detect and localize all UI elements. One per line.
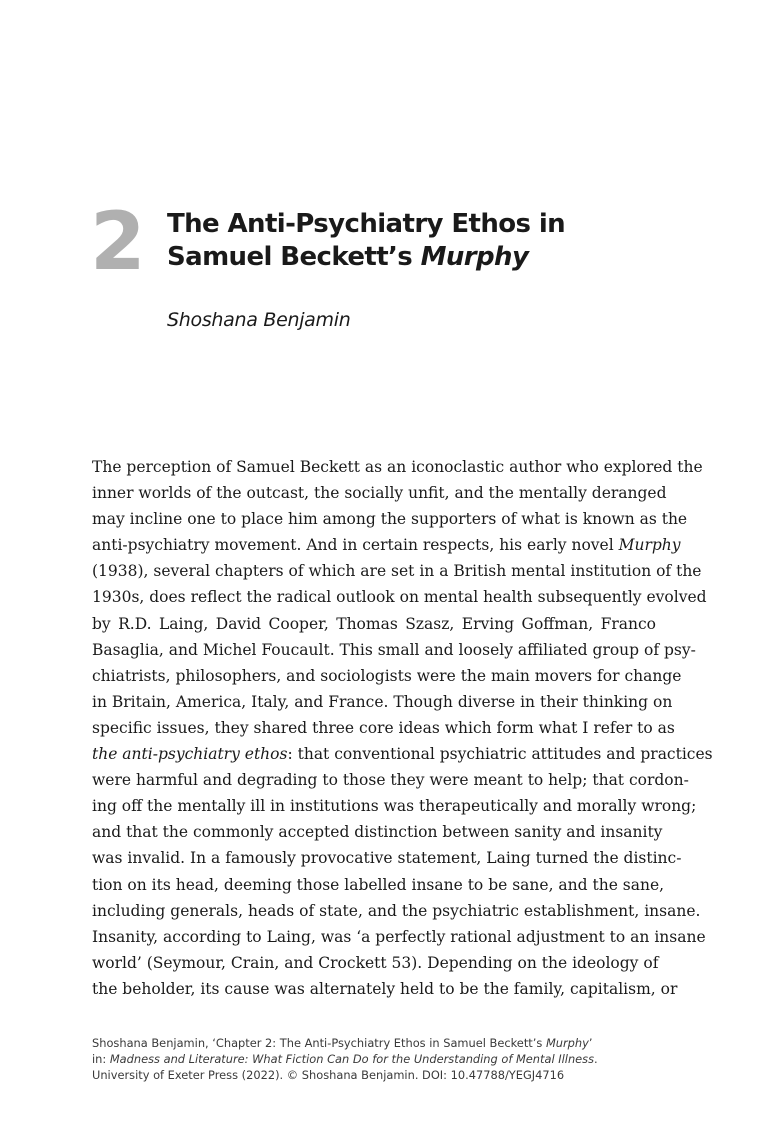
- chapter-author: Shoshana Benjamin: [167, 309, 351, 331]
- body-line: [92, 532, 681, 558]
- body-line: [92, 793, 697, 819]
- body-line: [92, 663, 682, 689]
- body-line: [92, 898, 701, 924]
- body-text-run: may incline one to place him among the supporters of what is known as the: [92, 510, 688, 529]
- citation-l2-italic: Madness and Literature: What Fiction Can Do for the Understanding of Mental Illness: [109, 1052, 595, 1066]
- citation-l1-italic: Murphy: [545, 1036, 589, 1050]
- body-text-run: world’ (Seymour, Crain, and Crockett 53). Depending on the ideology of: [92, 953, 659, 972]
- chapter-title-line-1: The Anti-Psychiatry Ethos in: [167, 209, 566, 239]
- body-italic-text: Murphy: [618, 536, 681, 555]
- body-text-run: The perception of Samuel Beckett as an iconoclastic author who explored the: [92, 458, 703, 476]
- citation-l2-post: .: [594, 1052, 598, 1066]
- citation-line-2: [92, 1051, 672, 1067]
- body-line: [92, 924, 706, 950]
- body-text-run: chiatrists, philosophers, and sociologists were the main movers for change: [92, 666, 682, 685]
- citation-l1-post: ’: [588, 1036, 593, 1050]
- body-text-run: Basaglia, and Michel Foucault. This small and loosely affiliated group of psy-: [92, 640, 696, 659]
- body-line: [92, 976, 678, 1002]
- body-paragraph: [92, 454, 713, 1002]
- chapter-title-italic: Murphy: [420, 242, 529, 272]
- body-line: [92, 819, 663, 845]
- body-text-run: ing off the mentally ill in institutions was therapeutically and morally wrong;: [92, 797, 697, 816]
- body-text-run: inner worlds of the outcast, the socially unfit, and the mentally deranged: [92, 484, 667, 503]
- body-text-run: by R.D. Laing, David Cooper, Thomas Szasz, Erving Goffman, Franco: [92, 614, 656, 633]
- body-line: [92, 950, 659, 976]
- citation-footer: [92, 1035, 672, 1083]
- body-line: [92, 845, 682, 871]
- body-text-run: specific issues, they shared three core ideas which form what I refer to as: [92, 718, 675, 737]
- citation-l2-pre: in:: [92, 1052, 110, 1066]
- body-line: [92, 506, 688, 532]
- body-line: [92, 689, 673, 715]
- body-text-run: were harmful and degrading to those they were meant to help; that cordon-: [92, 771, 689, 790]
- body-line: [92, 872, 665, 898]
- body-text-run: anti-psychiatry movement. And in certain respects, his early novel: [92, 536, 619, 555]
- citation-line-3: [92, 1067, 672, 1083]
- citation-line-1: [92, 1035, 672, 1051]
- body-text-run: : that conventional psychiatric attitudes and practices: [287, 745, 713, 764]
- citation-l3: University of Exeter Press (2022). © Shoshana Benjamin. DOI: 10.47788/YEGJ4716: [92, 1068, 565, 1082]
- citation-l1-pre: Shoshana Benjamin, ‘Chapter 2: The Anti-Psychiatry Ethos in Samuel Beckett’s: [92, 1036, 546, 1050]
- body-text-run: the beholder, its cause was alternately held to be the family, capitalism, or: [92, 979, 678, 998]
- body-italic-text: the anti-psychiatry ethos: [92, 745, 288, 764]
- chapter-title-prefix: Samuel Beckett’s: [167, 242, 421, 272]
- body-line: [92, 611, 656, 637]
- body-text-run: was invalid. In a famously provocative statement, Laing turned the distinc-: [92, 849, 682, 868]
- chapter-title: [167, 208, 687, 274]
- body-line: [92, 480, 667, 506]
- body-text-run: 1930s, does reflect the radical outlook on mental health subsequently evolved: [92, 588, 707, 607]
- body-line: [92, 558, 702, 584]
- body-line: [92, 454, 703, 480]
- body-line: [92, 741, 713, 767]
- body-text-run: Insanity, according to Laing, was ‘a perfectly rational adjustment to an insane: [92, 927, 706, 946]
- body-line: [92, 767, 689, 793]
- body-text-run: tion on its head, deeming those labelled insane to be sane, and the sane,: [92, 875, 665, 894]
- body-text-run: (1938), several chapters of which are set in a British mental institution of the: [92, 562, 702, 581]
- body-text-run: in Britain, America, Italy, and France. Though diverse in their thinking on: [92, 692, 673, 711]
- body-line: [92, 584, 707, 610]
- body-line: [92, 637, 696, 663]
- body-text-run: and that the commonly accepted distinction between sanity and insanity: [92, 823, 663, 842]
- chapter-title-line-2: [167, 241, 687, 274]
- body-text-run: including generals, heads of state, and the psychiatric establishment, insane.: [92, 901, 701, 920]
- chapter-number: 2: [90, 195, 146, 288]
- body-line: [92, 715, 675, 741]
